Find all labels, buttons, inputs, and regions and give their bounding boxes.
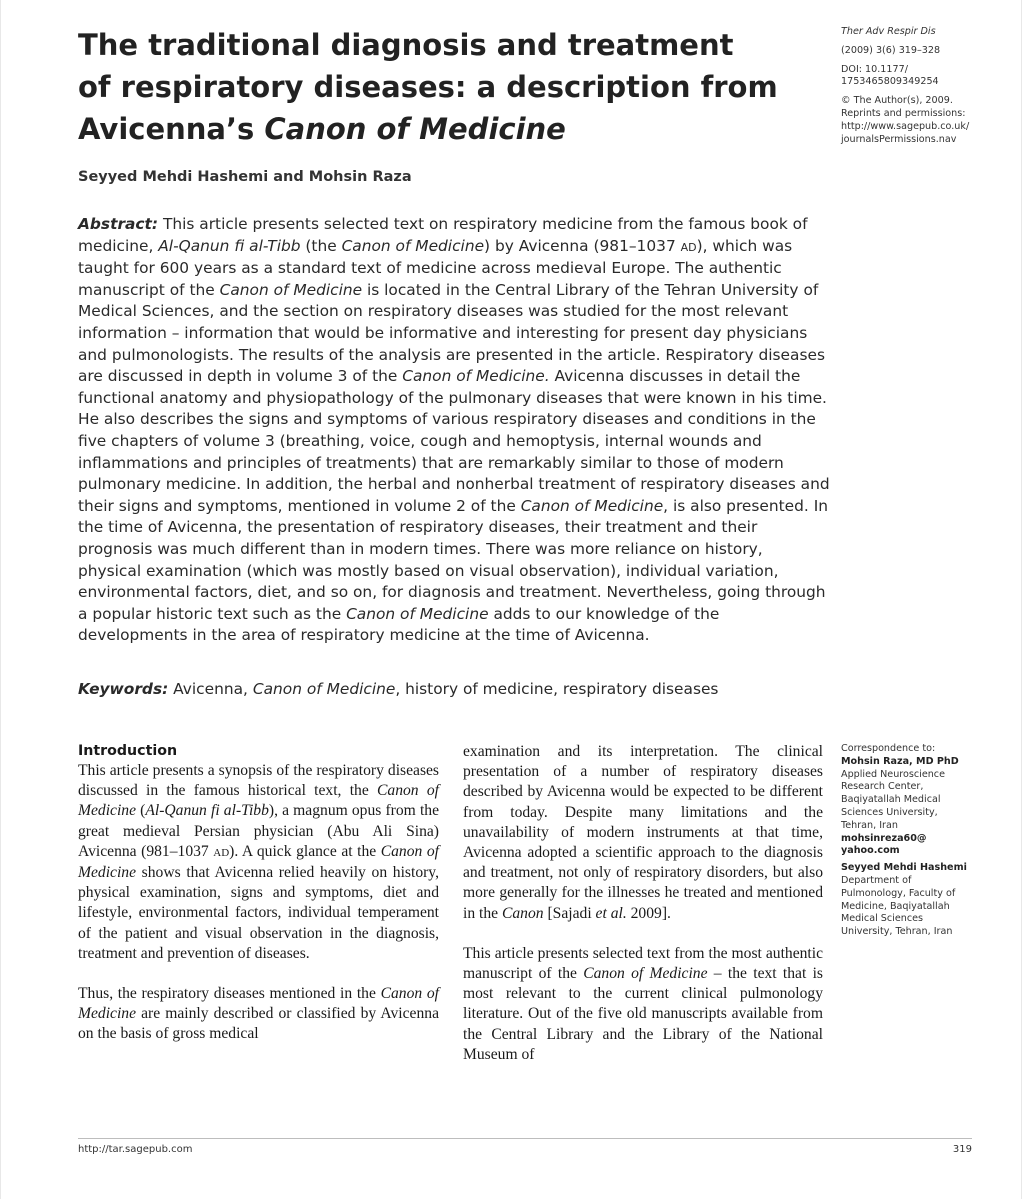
affiliation-line: Medicine, Baqiyatallah [841, 900, 950, 912]
page-number: 319 [952, 1144, 972, 1155]
title-line-3: Avicenna’s [78, 112, 265, 146]
paragraph [463, 742, 823, 924]
body-column-2 [463, 742, 823, 1065]
journal-volume: (2009) 3(6) 319–328 [841, 44, 941, 56]
body-era: AD [213, 846, 230, 859]
body-italic: Canon of Medicine [583, 965, 708, 983]
body-text: This article presents a synopsis of the respiratory diseases discussed in the famous historical text, the [78, 762, 439, 800]
reprints-url-1[interactable]: http://www.sagepub.co.uk/ [841, 120, 970, 132]
affiliation-line: Tehran, Iran [841, 819, 898, 831]
body-italic: Canon [501, 904, 544, 922]
affiliation-line: Research Center, [841, 781, 924, 793]
abstract-era: AD [680, 240, 697, 254]
keywords-label: Keywords: [78, 680, 169, 698]
abstract-italic: Canon of Medicine [341, 236, 485, 255]
body-text: ), a magnum opus from the great medieval Persian physician (Abu Ali Sina) Avicenna (981–1037 [78, 802, 439, 860]
abstract-text: ) by Avicenna (981–1037 [484, 236, 681, 255]
body-text: This article presents selected text from the most authentic manuscript of the [463, 944, 823, 983]
correspondence-box [841, 743, 1011, 939]
journal-meta [841, 26, 1011, 146]
body-text: are mainly described or classified by Avicenna on the basis of gross medical [78, 1005, 439, 1043]
title-line-3-italic: Canon of Medicine [264, 112, 566, 146]
abstract-italic: Canon of Medicine [219, 280, 363, 299]
paragraph [78, 761, 439, 964]
body-text: 2009]. [626, 904, 671, 922]
correspondence-label: Correspondence to: [841, 743, 936, 754]
body-italic: Canon of Medicine [78, 985, 439, 1023]
email-link[interactable]: mohsinreza60@ [841, 832, 927, 844]
coauthor-name: Seyyed Mehdi Hashemi [841, 862, 967, 874]
affiliation-line: Department of [841, 874, 912, 886]
body-italic: Al-Qanun fi al-Tibb [145, 802, 269, 820]
email-link[interactable]: yahoo.com [841, 845, 900, 857]
abstract-text: ), which was taught for 600 years as a standard text of medicine across medieval Europe. The authentic manuscript of the [78, 236, 793, 299]
body-italic: et al. [595, 904, 627, 922]
abstract-label: Abstract: [78, 215, 159, 233]
abstract-text: This article presents selected text on respiratory medicine from the famous book of medicine, [78, 215, 808, 255]
doi-label: DOI: 10.1177/ [841, 63, 908, 75]
body-text: ). A quick glance at the [229, 842, 381, 860]
affiliation-line: Baqiyatallah Medical [841, 794, 941, 806]
author-list: Seyyed Mehdi Hashemi and Mohsin Raza [78, 169, 412, 185]
title-line-2: of respiratory diseases: a description from [78, 70, 778, 104]
abstract [78, 214, 830, 647]
affiliation-line: Applied Neuroscience [841, 768, 945, 780]
affiliation-line: Medical Sciences [841, 913, 923, 925]
footer-divider [78, 1138, 972, 1139]
abstract-text: , is also presented. In the time of Avicenna, the presentation of respiratory diseases, their treatment and their prognosis was much different than in modern times. There was more reliance on history, physical examination (which was mostly based on visual observation), individual variation, environmental factors, diet, and so on, for diagnosis and treatment. Nevertheless, going through a popular historic text such as the [78, 496, 828, 623]
body-text: Thus, the respiratory diseases mentioned in the [78, 985, 381, 1003]
keywords-italic: Canon of Medicine [252, 680, 396, 698]
reprints-label: Reprints and permissions: [841, 107, 966, 119]
abstract-text: adds to our knowledge of the developments in the area of respiratory medicine at the time of Avicenna. [78, 604, 720, 645]
affiliation-line: University, Tehran, Iran [841, 926, 953, 938]
paragraph [463, 944, 823, 1065]
affiliation-line: Pulmonology, Faculty of [841, 887, 956, 899]
journal-name: Ther Adv Respir Dis [841, 26, 936, 37]
keywords-text: Avicenna, [168, 680, 253, 698]
abstract-text: Avicenna discusses in detail the functional anatomy and physiopathology of the pulmonary diseases that were known in his time. He also describes the signs and symptoms of various respiratory diseases and conditions in the five chapters of volume 3 (breathing, voice, cough and hemoptysis, internal wounds and inflammations and principles of treatments) that are remarkably similar to those of modern pulmonary medicine. In addition, the herbal and nonherbal treatment of respiratory diseases and their signs and symptoms, mentioned in volume 2 of the [78, 367, 830, 515]
paragraph [78, 984, 439, 1045]
keywords [78, 679, 830, 700]
body-italic: Canon of Medicine [78, 842, 439, 882]
reprints-url-2[interactable]: journalsPermissions.nav [841, 133, 957, 145]
abstract-italic: Canon of Medicine [520, 496, 664, 515]
title-line-1: The traditional diagnosis and treatment [78, 28, 734, 62]
affiliation-line: Sciences University, [841, 806, 938, 818]
copyright: © The Author(s), 2009. [841, 95, 953, 107]
article-title [78, 24, 798, 150]
body-column-1 [78, 742, 439, 1045]
abstract-italic: Canon of Medicine [346, 604, 489, 623]
keywords-text: , history of medicine, respiratory diseases [395, 680, 719, 698]
body-text: shows that Avicenna relied heavily on history, physical examination, signs and symptoms, diet and lifestyle, environmental factors, individual temperament of the patient and visual observation in the diagnosis, treatment and prevention of diseases. [78, 864, 439, 962]
body-italic: Canon of Medicine [78, 782, 439, 820]
section-heading-introduction: Introduction [78, 743, 178, 759]
body-text: ( [136, 802, 146, 820]
abstract-italic: Al-Qanun fi al-Tibb [158, 236, 301, 255]
body-text: [Sajadi [543, 904, 596, 922]
abstract-italic: Canon of Medicine. [402, 367, 550, 386]
body-text: examination and its interpretation. The clinical presentation of a number of respiratory diseases described by Avicenna would be expected to be different from today. Despite many limitations and the unavailability of modern instruments at that time, Avicenna adopted a scientific approach to the diagnosis and treatment, not only of respiratory disorders, but also more generally for the illnesses he treated and mentioned in the [463, 743, 823, 922]
footer-url[interactable]: http://tar.sagepub.com [78, 1144, 193, 1155]
body-text: – the text that is most relevant to the current clinical pulmonology literature. Out of the five old manuscripts available from the Central Library and the Library of the National Museum of [463, 965, 823, 1063]
abstract-text: is located in the Central Library of the Tehran University of Medical Sciences, and the section on respiratory diseases was studied for the most relevant information – information that would be informative and interesting for present day physicians and pulmonologists. The results of the analysis are presented in the article. Respiratory diseases are discussed in depth in volume 3 of the [78, 280, 825, 386]
correspondence-name: Mohsin Raza, MD PhD [841, 755, 959, 767]
abstract-text: (the [300, 236, 342, 255]
doi-value: 1753465809349254 [841, 76, 939, 88]
